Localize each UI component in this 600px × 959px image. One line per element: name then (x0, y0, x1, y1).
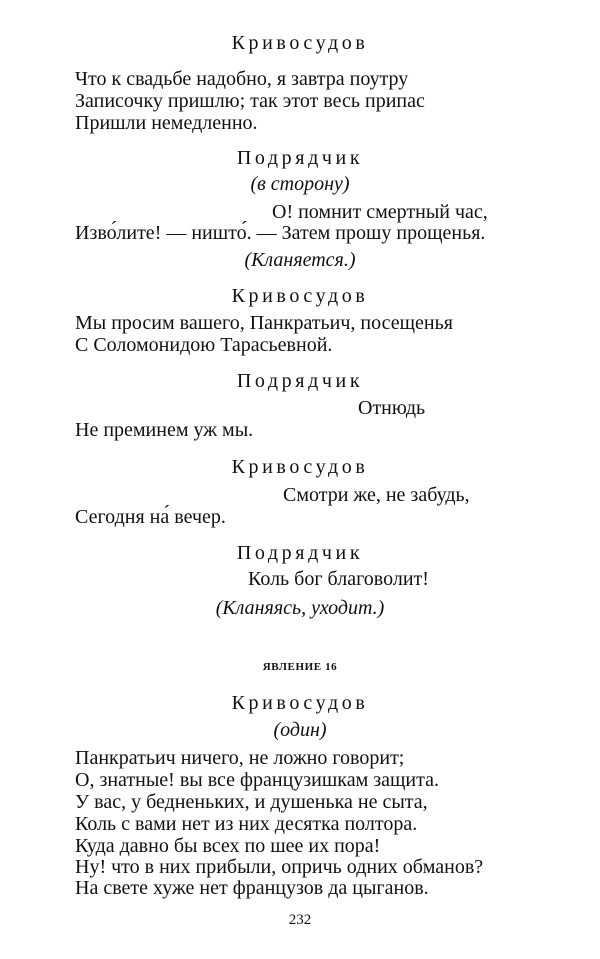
speaker-name: Кривосудов (231, 32, 369, 54)
verse-line: Что к свадьбе надобно, я завтра поутру (75, 68, 409, 90)
verse-line: Коль бог благоволит! (248, 568, 429, 590)
verse-line: Записочку пришлю; так этот весь припас (75, 90, 425, 112)
verse-line: Панкратьич ничего, не ложно говорит; (75, 747, 405, 769)
speaker-name: Подрядчик (236, 147, 364, 169)
stage-direction: (Кланяется.) (244, 249, 356, 271)
speaker-name: Кривосудов (231, 692, 369, 714)
verse-line: У вас, у бедненьких, и душенька не сыта, (75, 791, 428, 813)
verse-line: Сегодня на́ вечер. (75, 506, 226, 528)
verse-line: Куда давно бы всех по шее их пора! (75, 835, 381, 857)
verse-line: Не преминем уж мы. (75, 419, 254, 441)
speaker-name: Подрядчик (236, 542, 364, 564)
page-number: 232 (288, 912, 312, 928)
stage-direction: (один) (273, 719, 327, 741)
verse-line: Отнюдь (358, 397, 426, 419)
stage-direction: (в сторону) (250, 173, 350, 195)
verse-line: Изво́лите! — ништо́. — Затем прошу прощенья. (75, 222, 486, 244)
verse-line: О, знатные! вы все французишкам защита. (75, 769, 439, 791)
verse-line: С Соломонидою Тарасьевной. (75, 334, 333, 356)
verse-line: Пришли немедленно. (75, 112, 258, 134)
speaker-name: Кривосудов (231, 456, 369, 478)
verse-line: Смотри же, не забудь, (283, 484, 470, 506)
verse-line: Ну! что в них прибыли, опричь одних обманов? (75, 856, 484, 878)
verse-line: На свете хуже нет французов да цыганов. (75, 877, 429, 899)
scene-heading: ЯВЛЕНИЕ 16 (262, 661, 338, 673)
stage-direction: (Кланяясь, уходит.) (215, 597, 385, 619)
verse-line: Мы просим вашего, Панкратьич, посещенья (75, 312, 453, 334)
speaker-name: Подрядчик (236, 370, 364, 392)
verse-line: Коль с вами нет из них десятка полтора. (75, 813, 418, 835)
verse-line: О! помнит смертный час, (272, 201, 488, 223)
speaker-name: Кривосудов (231, 285, 369, 307)
